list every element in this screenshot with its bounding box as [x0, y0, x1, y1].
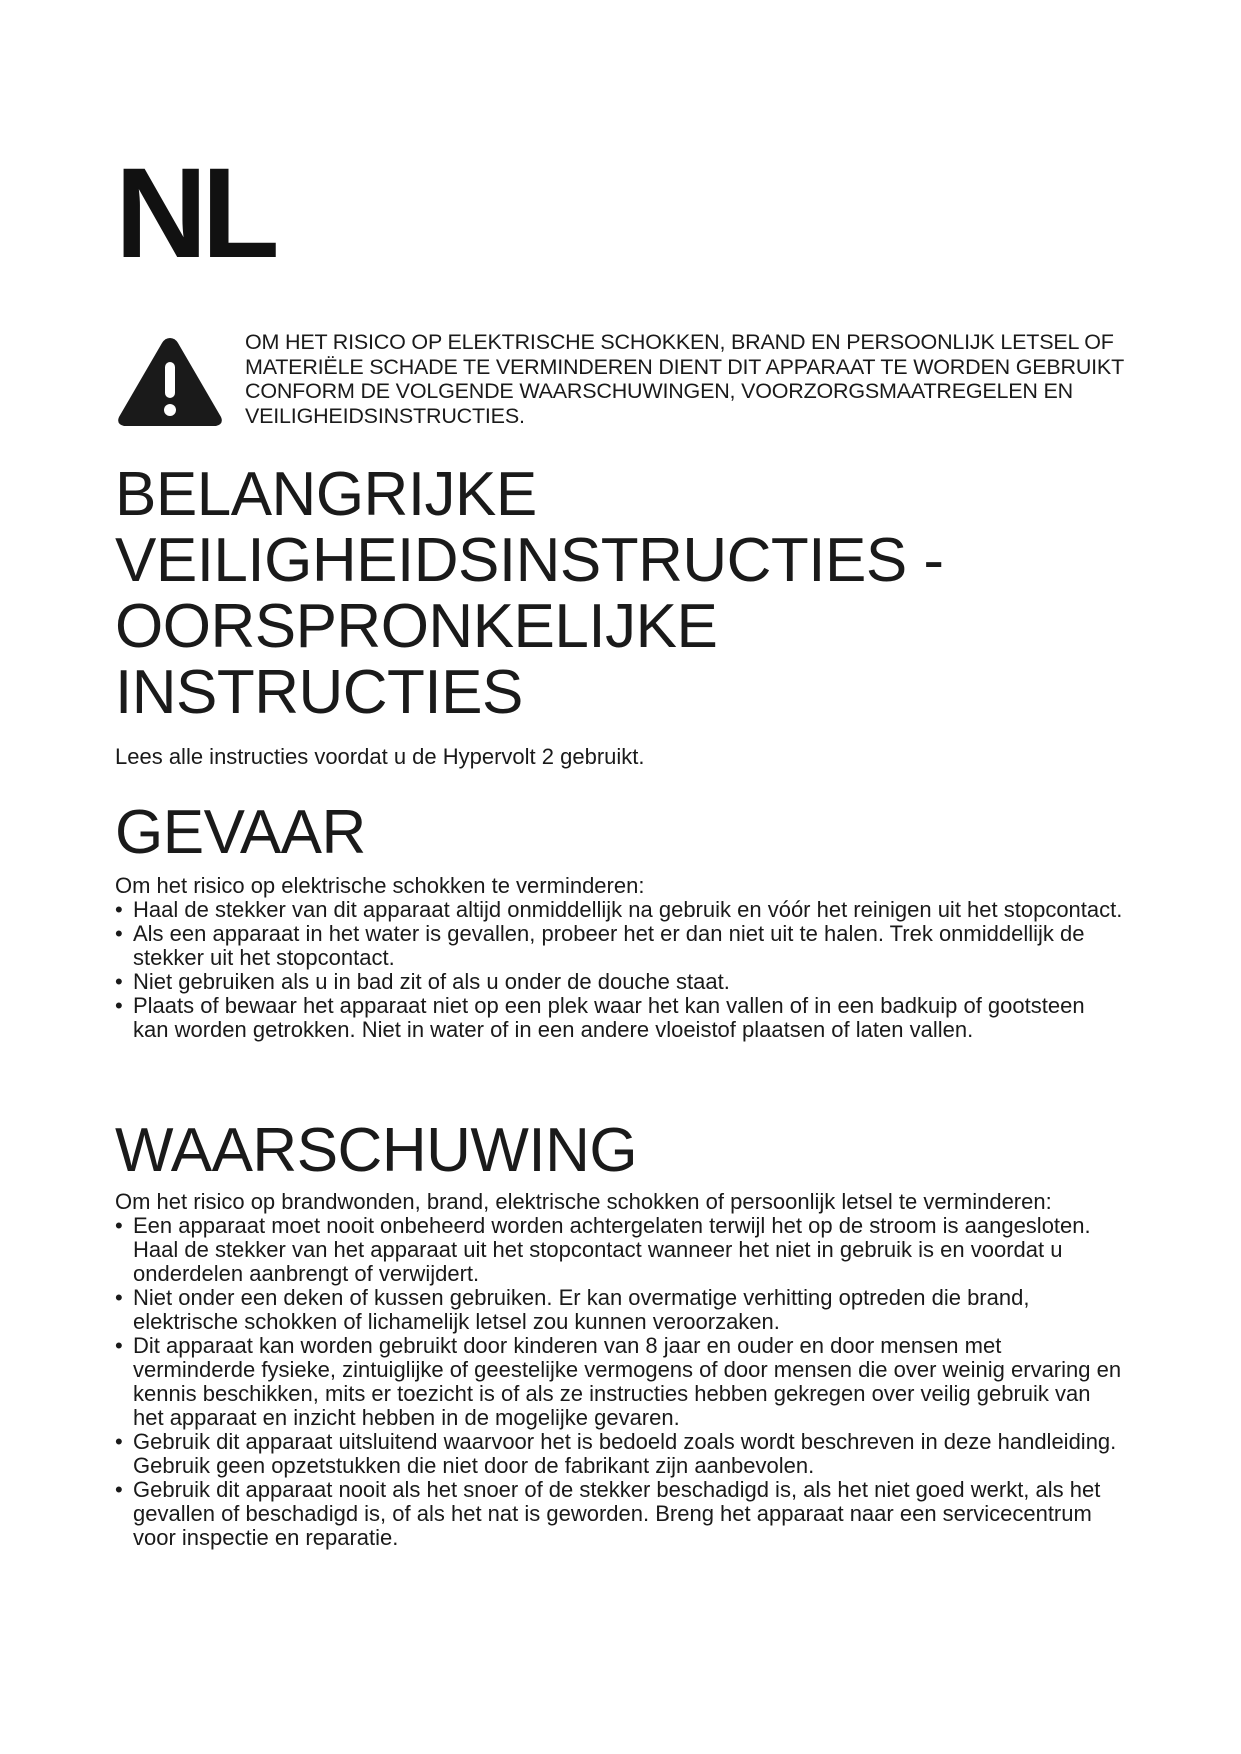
main-title-line: INSTRUCTIES [115, 658, 523, 727]
main-title [115, 462, 1125, 726]
intro-text: Lees alle instructies voordat u de Hypervolt 2 gebruikt. [115, 744, 645, 769]
warning-heading: WAARSCHUWING [115, 1116, 638, 1185]
warning-section [115, 1190, 1125, 1550]
list-item: • Als een apparaat in het water is gevallen, probeer het er dan niet uit te halen. Trek onmiddellijk de stekker uit het stopcontact. [115, 921, 1085, 970]
warning-triangle-icon [115, 334, 225, 430]
list-item: • Plaats of bewaar het apparaat niet op een plek waar het kan vallen of in een badkuip of gootsteen kan worden getrokken. Niet in water of in een andere vloeistof plaatsen of laten vallen. [115, 993, 1085, 1042]
danger-heading: GEVAAR [115, 798, 366, 867]
list-item: • Een apparaat moet nooit onbeheerd worden achtergelaten terwijl het op de stroom is aangesloten. Haal de stekker van het apparaat uit het stopcontact wanneer het niet in gebruik is en voordat u onderdelen aanbrengt of verwijdert. [115, 1213, 1091, 1286]
warning-lead: Om het risico op brandwonden, brand, elektrische schokken of persoonlijk letsel te verminderen: [115, 1189, 1052, 1214]
main-title-line: VEILIGHEIDSINSTRUCTIES - [115, 526, 944, 595]
danger-lead: Om het risico op elektrische schokken te verminderen: [115, 873, 645, 898]
warning-banner [115, 330, 1125, 430]
list-item: • Dit apparaat kan worden gebruikt door kinderen van 8 jaar en ouder en door mensen met verminderde fysieke, zintuiglijke of geestelijke vermogens of door mensen die over weinig ervaring en kennis beschikken, mits er toezicht is of als ze instructies hebben gekregen over veilig gebruik van het apparaat en inzicht hebben in de mogelijke gevaren. [115, 1333, 1122, 1430]
warning-banner-text: OM HET RISICO OP ELEKTRISCHE SCHOKKEN, BRAND EN PERSOONLIJK LETSEL OF MATERIËLE SCHADE TE VERMINDEREN DIENT DIT APPARAAT TE WORDEN GEBRUIKT CONFORM DE VOLGENDE WAARSCHUWINGEN, VOORZORGSMAATREGELEN EN VEILIGHEIDSINSTRUCTIES. [245, 330, 1124, 428]
danger-section [115, 874, 1125, 1042]
language-code: NL [115, 142, 274, 285]
list-item: • Gebruik dit apparaat uitsluitend waarvoor het is bedoeld zoals wordt beschreven in deze handleiding. Gebruik geen opzetstukken die niet door de fabrikant zijn aanbevolen. [115, 1429, 1117, 1478]
main-title-line: OORSPRONKELIJKE [115, 592, 718, 661]
list-item: • Niet gebruiken als u in bad zit of als u onder de douche staat. [115, 969, 730, 994]
list-item: • Gebruik dit apparaat nooit als het snoer of de stekker beschadigd is, als het niet goed werkt, als het gevallen of beschadigd is, of als het nat is geworden. Breng het apparaat naar een servicecentrum voor inspectie en reparatie. [115, 1477, 1101, 1550]
warning-list [115, 1214, 1125, 1550]
danger-list [115, 898, 1125, 1042]
main-title-line: BELANGRIJKE [115, 460, 537, 529]
list-item: • Haal de stekker van dit apparaat altijd onmiddellijk na gebruik en vóór het reinigen uit het stopcontact. [115, 897, 1123, 922]
list-item: • Niet onder een deken of kussen gebruiken. Er kan overmatige verhitting optreden die brand, elektrische schokken of lichamelijk letsel zou kunnen veroorzaken. [115, 1285, 1030, 1334]
